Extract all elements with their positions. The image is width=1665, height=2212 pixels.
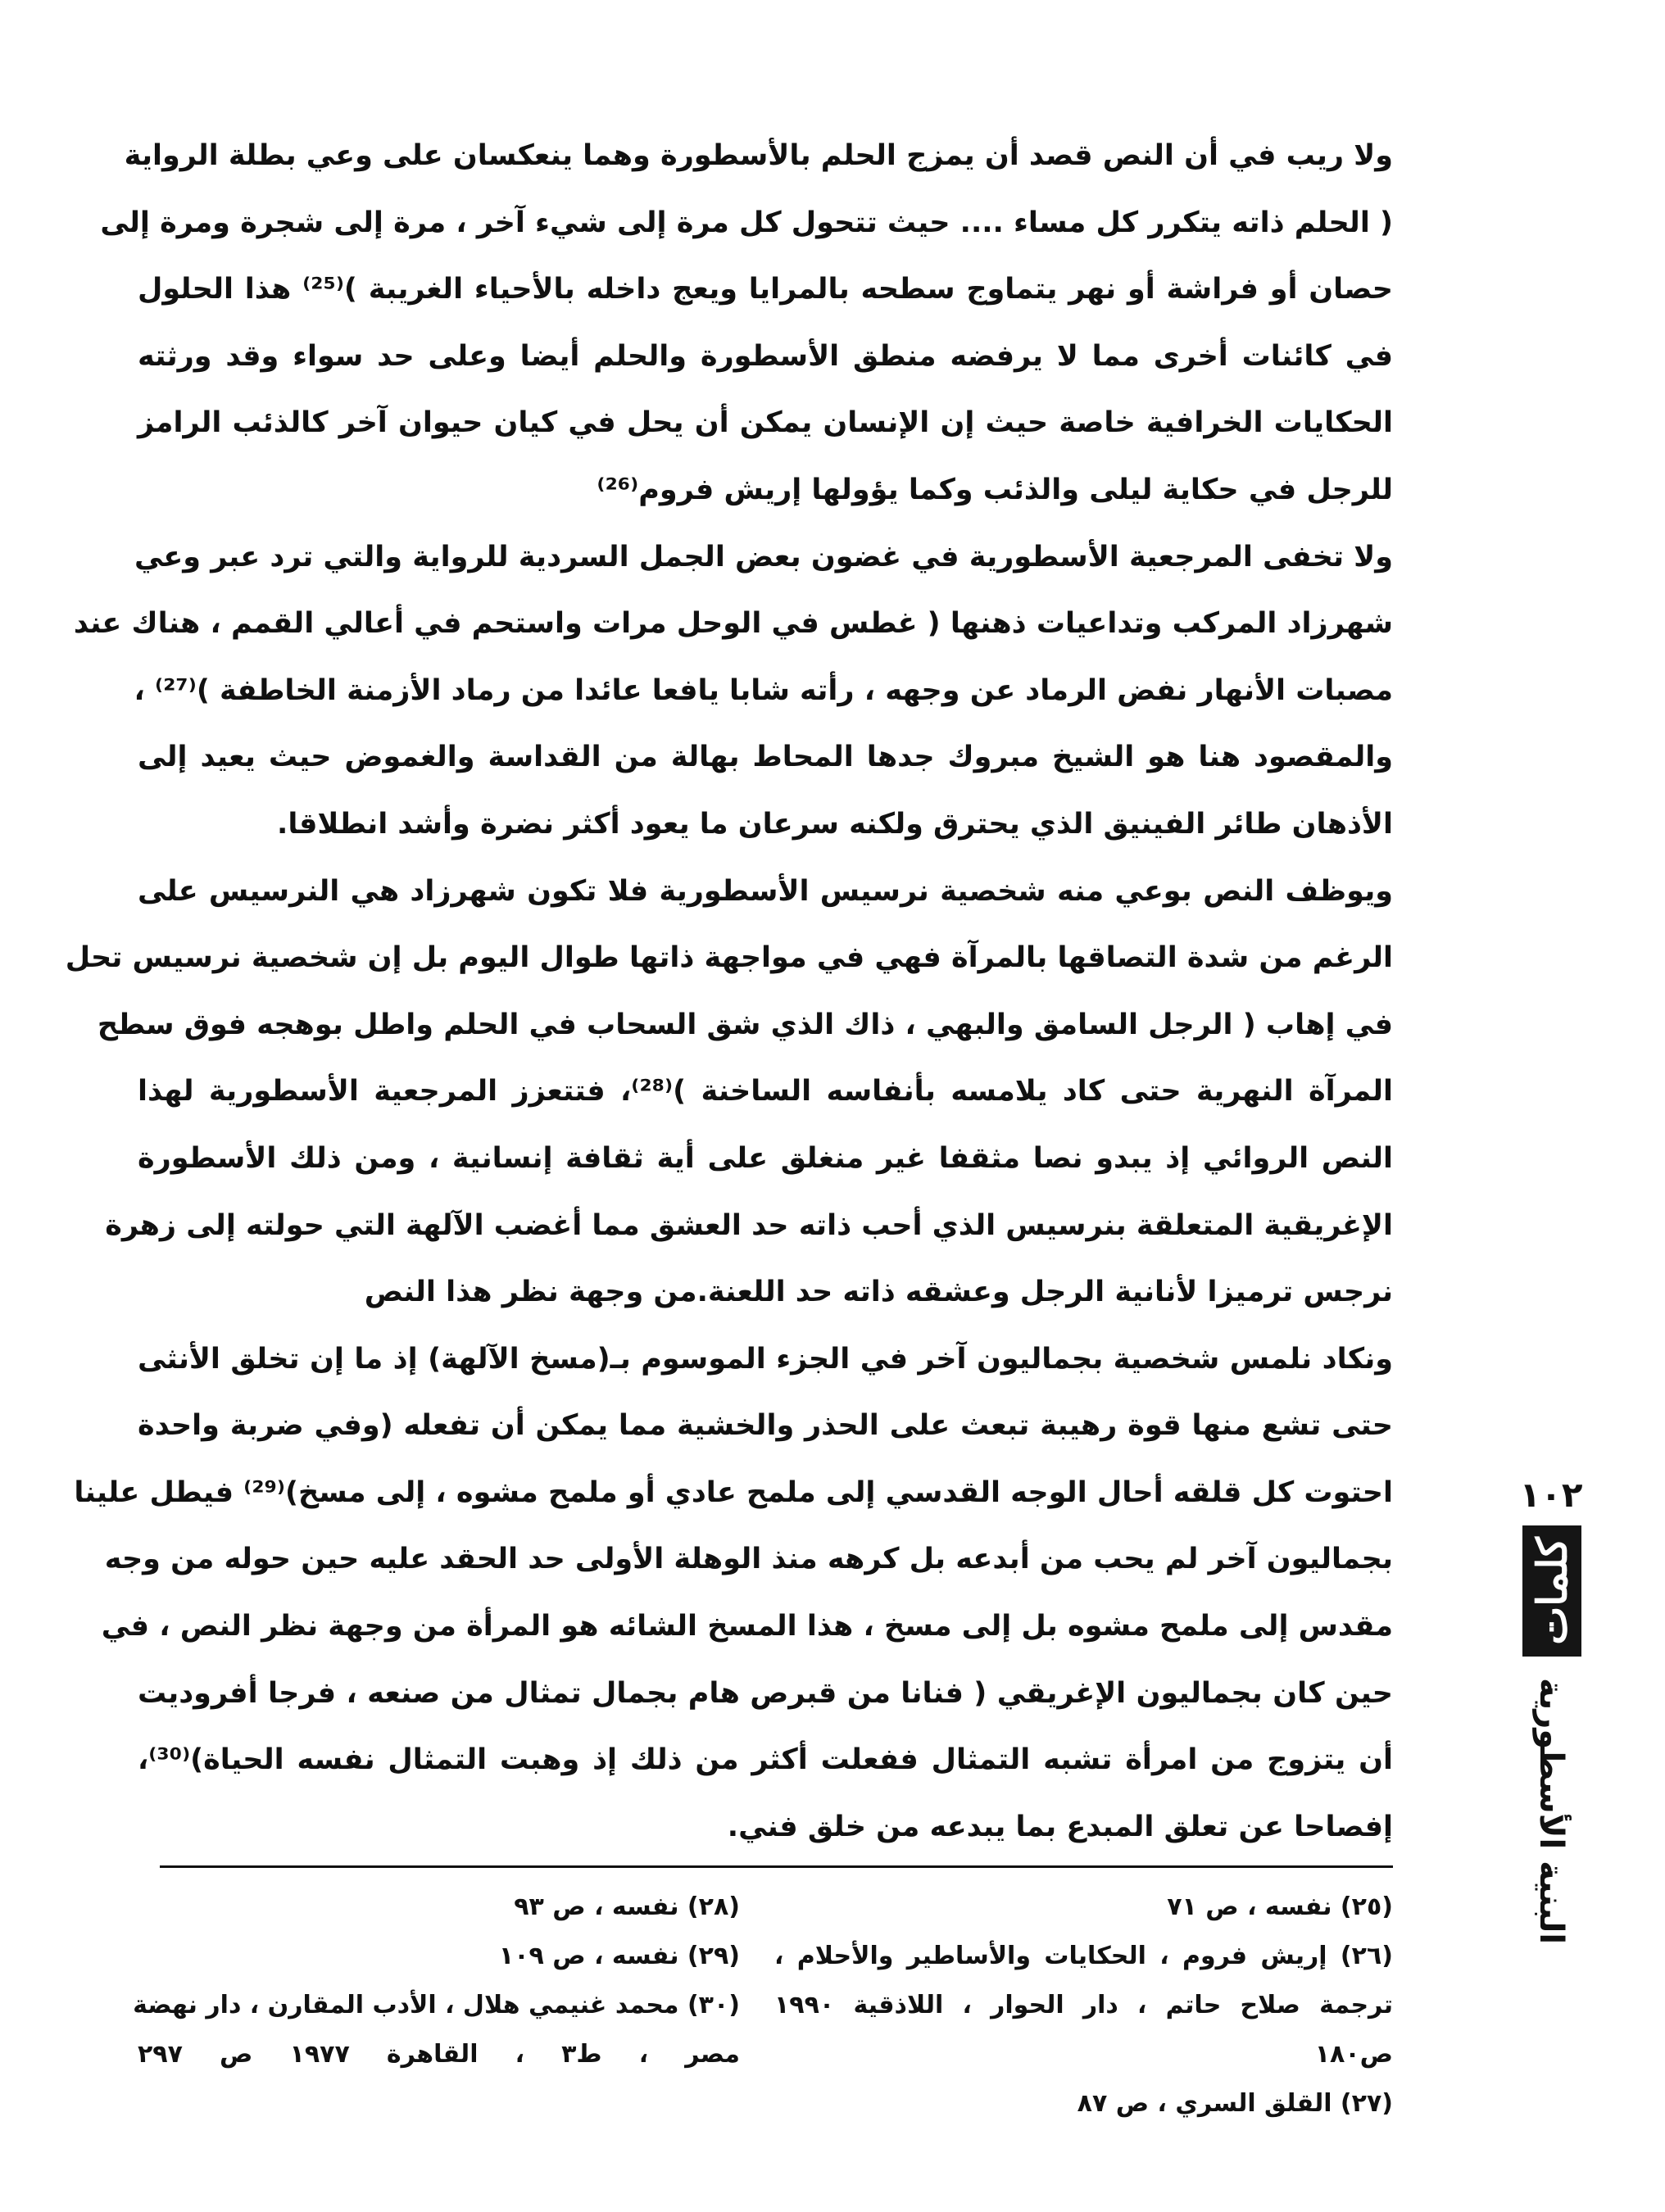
body-line: ويوظف النص بوعي منه شخصية نرسيس الأسطورية فلا تكون شهرزاد هي النرسيس على [138,874,1393,908]
footnote-line: مصر ، ط٣ ، القاهرة ١٩٧٧ ص ٢٩٧ [138,2040,741,2069]
body-line: الأذهان طائر الفينيق الذي يحترق ولكنه سرعان ما يعود أكثر نضرة وأشد انطلاقا. [277,807,1393,841]
body-text [65,123,1393,1861]
footnote-line: (٣٠) محمد غنيمي هلال ، الأدب المقارن ، دار نهضة [133,1991,740,2019]
body-line: الحكايات الخرافية خاصة حيث إن الإنسان يمكن أن يحل في كيان حيوان آخر كالذئب الرامز [138,406,1393,440]
body-line: أن يتزوج من امرأة تشبه التمثال ففعلت أكثر من ذلك إذ وهبت التمثال نفسه الحياة)⁽³⁰⁾، [138,1743,1393,1777]
body-line: حتى تشع منها قوة رهيبة تبعث على الحذر والخشية مما يمكن أن تفعله (وفي ضربة واحدة [138,1409,1393,1443]
body-line: مقدس إلى ملمح مشوه بل إلى مسخ ، هذا المسخ الشائه هو المرأة من وجهة نظر النص ، في [101,1610,1393,1643]
body-line: مصبات الأنهار نفض الرماد عن وجهه ، رأته شابا يافعا عائدا من رماد الأزمنة الخاطفة )⁽²⁷⁾ ، [134,673,1393,707]
footnotes-left-column [133,1883,741,2079]
body-line: والمقصود هنا هو الشيخ مبروك جدها المحاط بهالة من القداسة والغموض حيث يعيد إلى [138,741,1393,774]
footnotes-right-column [774,1883,1393,2128]
body-line: إفصاحا عن تعلق المبدع بما يبدعه من خلق فني. [727,1810,1393,1843]
body-line: في إهاب ( الرجل السامق والبهي ، ذاك الذي شق السحاب في الحلم واطل بوهجه فوق سطح [97,1008,1393,1041]
footnote-line: (٢٦) إريش فروم ، الحكايات والأساطير والأحلام ، [774,1942,1393,1970]
footnote-line: ص١٨٠ [1314,2040,1393,2069]
body-line: شهرزاد المركب وتداعيات ذهنها ( غطس في الوحل مرات واستحم في أعالي القمم ، هناك عند [73,607,1393,641]
footnote-line: ترجمة صلاح حاتم ، دار الحوار ، اللاذقية ١٩٩٠ [774,1991,1393,2019]
body-line: في كائنات أخرى مما لا يرفضه منطق الأسطورة والحلم أيضا وعلى حد سواء وقد ورثته [138,339,1393,373]
magazine-logo-text: كلمات [1527,1537,1577,1645]
body-line: حصان أو فراشة أو نهر يتماوج سطحه بالمرايا ويعج داخله بالأحياء الغريبة )⁽²⁵⁾ هذا الحلول [138,273,1393,306]
body-line: ولا ريب في أن النص قصد أن يمزج الحلم بالأسطورة وهما ينعكسان على وعي بطلة الرواية [124,139,1393,172]
body-line: للرجل في حكاية ليلى والذئب وكما يؤولها إريش فروم⁽²⁶⁾ [597,473,1393,506]
running-title-text: البنية الأسطورية [1532,1678,1570,1945]
body-line: نرجس ترميزا لأنانية الرجل وعشقه ذاته حد اللعنة.من وجهة نظر هذا النص [364,1276,1393,1309]
footnote-line: (٢٩) نفسه ، ص ١٠٩ [498,1942,740,1970]
body-line: حين كان بجماليون الإغريقي ( فنانا من قبرص هام بجمال تمثال من صنعه ، فرجا أفروديت [138,1676,1393,1710]
footnote-divider [160,1865,1393,1868]
footnote-line: (٢٧) القلق السري ، ص ٨٧ [1077,2089,1393,2118]
body-line: النص الروائي إذ يبدو نصا مثقفا غير منغلق على أية ثقافة إنسانية ، ومن ذلك الأسطورة [138,1141,1393,1175]
page-number: ١٠٢ [1519,1475,1583,1515]
magazine-logo [1522,1525,1581,1657]
footnote-line: (٢٥) نفسه ، ص ٧١ [1167,1892,1393,1921]
body-line: ولا تخفى المرجعية الأسطورية في غضون بعض الجمل السردية للرواية والتي ترد عبر وعي [134,540,1393,573]
body-line: ونكاد نلمس شخصية بجماليون آخر في الجزء الموسوم بـ(مسخ الآلهة) إذ ما إن تخلق الأنثى [138,1342,1393,1376]
body-line: احتوت كل قلقه أحال الوجه القدسي إلى ملمح عادي أو ملمح مشوه ، إلى مسخ)⁽²⁹⁾ فيطل علينا [74,1475,1393,1509]
body-line: المرآة النهرية حتى كاد يلامسه بأنفاسه الساخنة )⁽²⁸⁾، فتتعزز المرجعية الأسطورية لهذا [138,1075,1393,1108]
body-line: الإغريقية المتعلقة بنرسيس الذي أحب ذاته حد العشق مما أغضب الآلهة التي حولته إلى زهرة [105,1208,1393,1242]
footnote-line: (٢٨) نفسه ، ص ٩٣ [514,1892,740,1921]
body-line: بجماليون آخر لم يحب من أبدعه بل كرهه منذ الوهلة الأولى حد الحقد عليه حين حوله من وجه [104,1543,1393,1576]
body-line: الرغم من شدة التصاقها بالمرآة فهي في مواجهة ذاتها طوال اليوم بل إن شخصية نرسيس تحل [65,941,1393,975]
body-line: ( الحلم ذاته يتكرر كل مساء .... حيث تتحول كل مرة إلى شيء آخر ، مرة إلى شجرة ومرة إلى [100,206,1393,239]
